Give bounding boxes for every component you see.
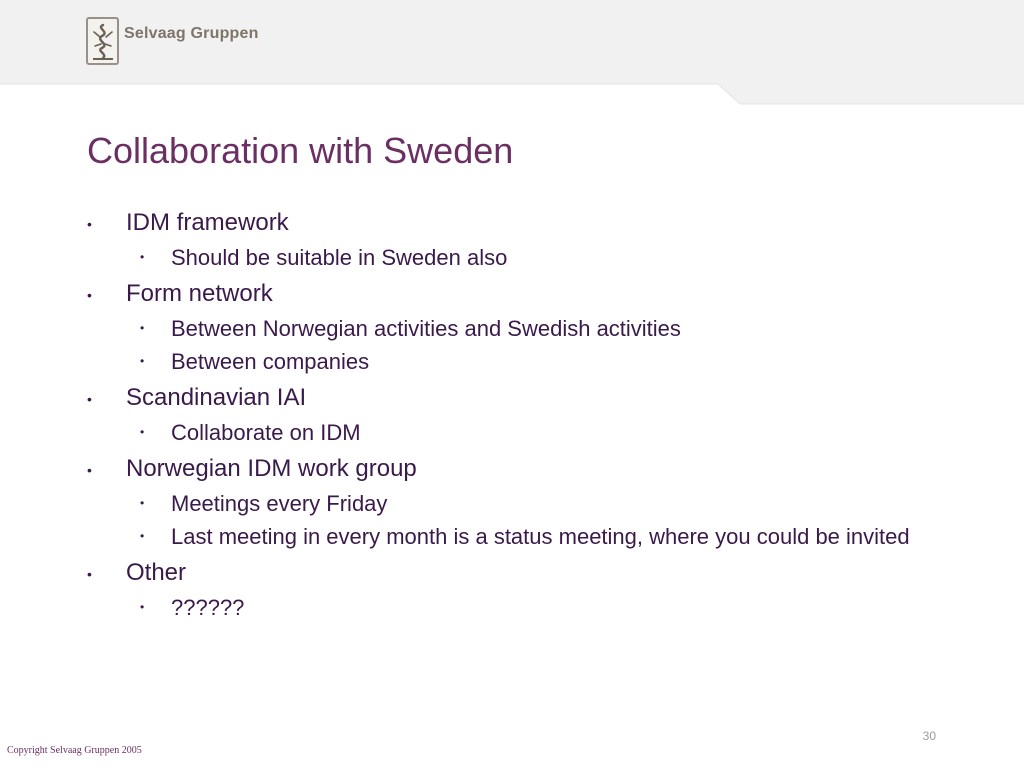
sub-bullet-dot-icon: •: [140, 321, 145, 335]
bullet-item: [86, 279, 946, 309]
sub-bullet-item: [86, 348, 946, 375]
sub-bullet-dot-icon: •: [140, 600, 145, 614]
bullet-dot-icon: •: [87, 566, 92, 582]
bullet-item: [86, 558, 946, 588]
sub-bullet-item: [86, 244, 946, 271]
bullet-dot-icon: •: [87, 462, 92, 478]
sub-bullet-dot-icon: •: [140, 529, 145, 543]
company-logo: [86, 17, 259, 65]
sub-bullet-item: [86, 490, 946, 517]
slide-title: Collaboration with Sweden: [87, 130, 514, 171]
sub-bullet-item: [86, 523, 946, 550]
sub-bullet-item: [86, 419, 946, 446]
sub-bullet-text: Last meeting in every month is a status meeting, where you could be invited: [171, 524, 910, 549]
bullet-text: Scandinavian IAI: [126, 384, 307, 411]
bullet-text: IDM framework: [126, 209, 289, 236]
sub-bullet-text: Between Norwegian activities and Swedish activities: [171, 316, 681, 341]
sub-bullet-dot-icon: •: [140, 354, 145, 368]
bullet-dot-icon: •: [87, 216, 92, 232]
sub-bullet-item: [86, 315, 946, 342]
logo-emblem-icon: [86, 17, 119, 65]
bullet-item: [86, 383, 946, 413]
sub-bullet-dot-icon: •: [140, 425, 145, 439]
bullet-text: Form network: [126, 280, 273, 307]
sub-bullet-text: Should be suitable in Sweden also: [171, 245, 508, 270]
bullet-item: [86, 454, 946, 484]
copyright-footer: Copyright Selvaag Gruppen 2005: [7, 745, 142, 756]
page-number: 30: [922, 729, 936, 743]
sub-bullet-text: Collaborate on IDM: [171, 420, 361, 445]
bullet-text: Other: [126, 559, 187, 586]
sub-bullet-dot-icon: •: [140, 250, 145, 264]
sub-bullet-text: Meetings every Friday: [171, 491, 388, 516]
bullet-list: [86, 208, 946, 621]
bullet-text: Norwegian IDM work group: [126, 455, 417, 482]
bullet-dot-icon: •: [87, 287, 92, 303]
logo-text: Selvaag Gruppen: [124, 25, 259, 42]
sub-bullet-dot-icon: •: [140, 496, 145, 510]
bullet-dot-icon: •: [87, 391, 92, 407]
sub-bullet-item: [86, 594, 946, 621]
sub-bullet-text: Between companies: [171, 349, 370, 374]
bullet-item: [86, 208, 946, 238]
sub-bullet-text: ??????: [171, 595, 245, 620]
